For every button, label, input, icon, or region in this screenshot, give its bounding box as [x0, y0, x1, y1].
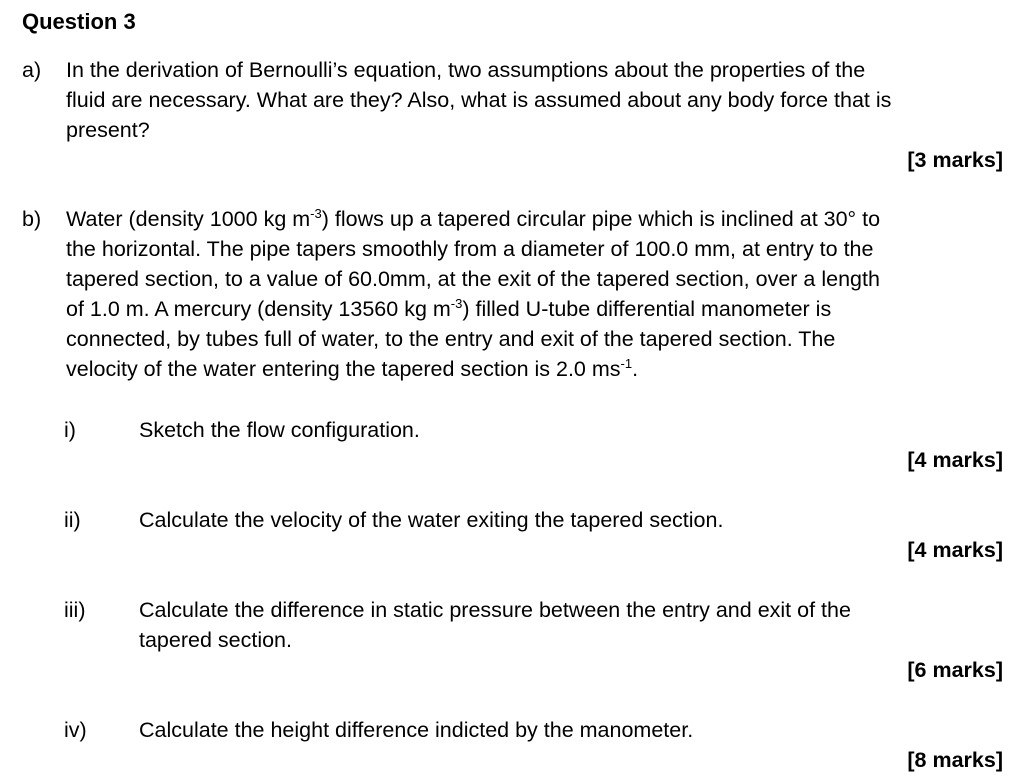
part-b-line-6 — [66, 357, 638, 382]
part-a-marks: [3 marks] — [907, 148, 1003, 172]
part-b-line-6-exponent: -1 — [620, 356, 633, 371]
part-b-line-1-rest: ) flows up a tapered circular pipe which is inclined at 30° to — [321, 207, 881, 231]
part-b-line-6-rest: . — [632, 357, 639, 381]
part-b-line-1 — [66, 207, 880, 232]
subpart-i-line-1: Sketch the flow configuration. — [139, 418, 420, 442]
part-b-line-4-exponent: -3 — [450, 296, 463, 311]
subpart-iv-label: iv) — [64, 718, 87, 742]
part-a-label: a) — [22, 58, 42, 82]
subpart-i-label: i) — [64, 418, 76, 442]
part-a-line-1: In the derivation of Bernoulli’s equation, two assumptions about the properties of the — [66, 58, 866, 82]
subpart-i-marks: [4 marks] — [907, 448, 1003, 472]
part-a-line-2: fluid are necessary. What are they? Also, what is assumed about any body force that is — [66, 88, 892, 112]
part-b-line-1-exponent: -3 — [310, 206, 322, 221]
subpart-iii-line-2: tapered section. — [139, 628, 292, 652]
subpart-iii-label: iii) — [64, 598, 86, 622]
part-b-line-4-text: of 1.0 m. A mercury (density 13560 kg m — [66, 297, 451, 321]
part-b-line-2: the horizontal. The pipe tapers smoothly from a diameter of 100.0 mm, at entry to the — [66, 237, 874, 261]
part-b-line-4-rest: ) filled U-tube differential manometer is — [462, 297, 832, 321]
subpart-iii-marks: [6 marks] — [907, 658, 1003, 682]
subpart-iv-line-1: Calculate the height difference indicted by the manometer. — [139, 718, 694, 742]
part-b-line-3: tapered section, to a value of 60.0mm, at the exit of the tapered section, over a length — [66, 267, 880, 291]
question-title: Question 3 — [22, 9, 136, 34]
part-b-line-6-text: velocity of the water entering the tapered section is 2.0 ms — [66, 357, 621, 381]
part-b-label: b) — [22, 207, 42, 231]
part-b-line-4 — [66, 297, 831, 322]
subpart-iv-marks: [8 marks] — [907, 748, 1003, 772]
part-b-line-5: connected, by tubes full of water, to the entry and exit of the tapered section. The — [66, 327, 836, 351]
subpart-ii-label: ii) — [64, 508, 81, 532]
subpart-ii-marks: [4 marks] — [907, 538, 1003, 562]
subpart-ii-line-1: Calculate the velocity of the water exiting the tapered section. — [139, 508, 724, 532]
subpart-iii-line-1: Calculate the difference in static pressure between the entry and exit of the — [139, 598, 851, 622]
part-a-line-3: present? — [66, 118, 150, 142]
part-b-line-1-text: Water (density 1000 kg m — [66, 207, 311, 231]
